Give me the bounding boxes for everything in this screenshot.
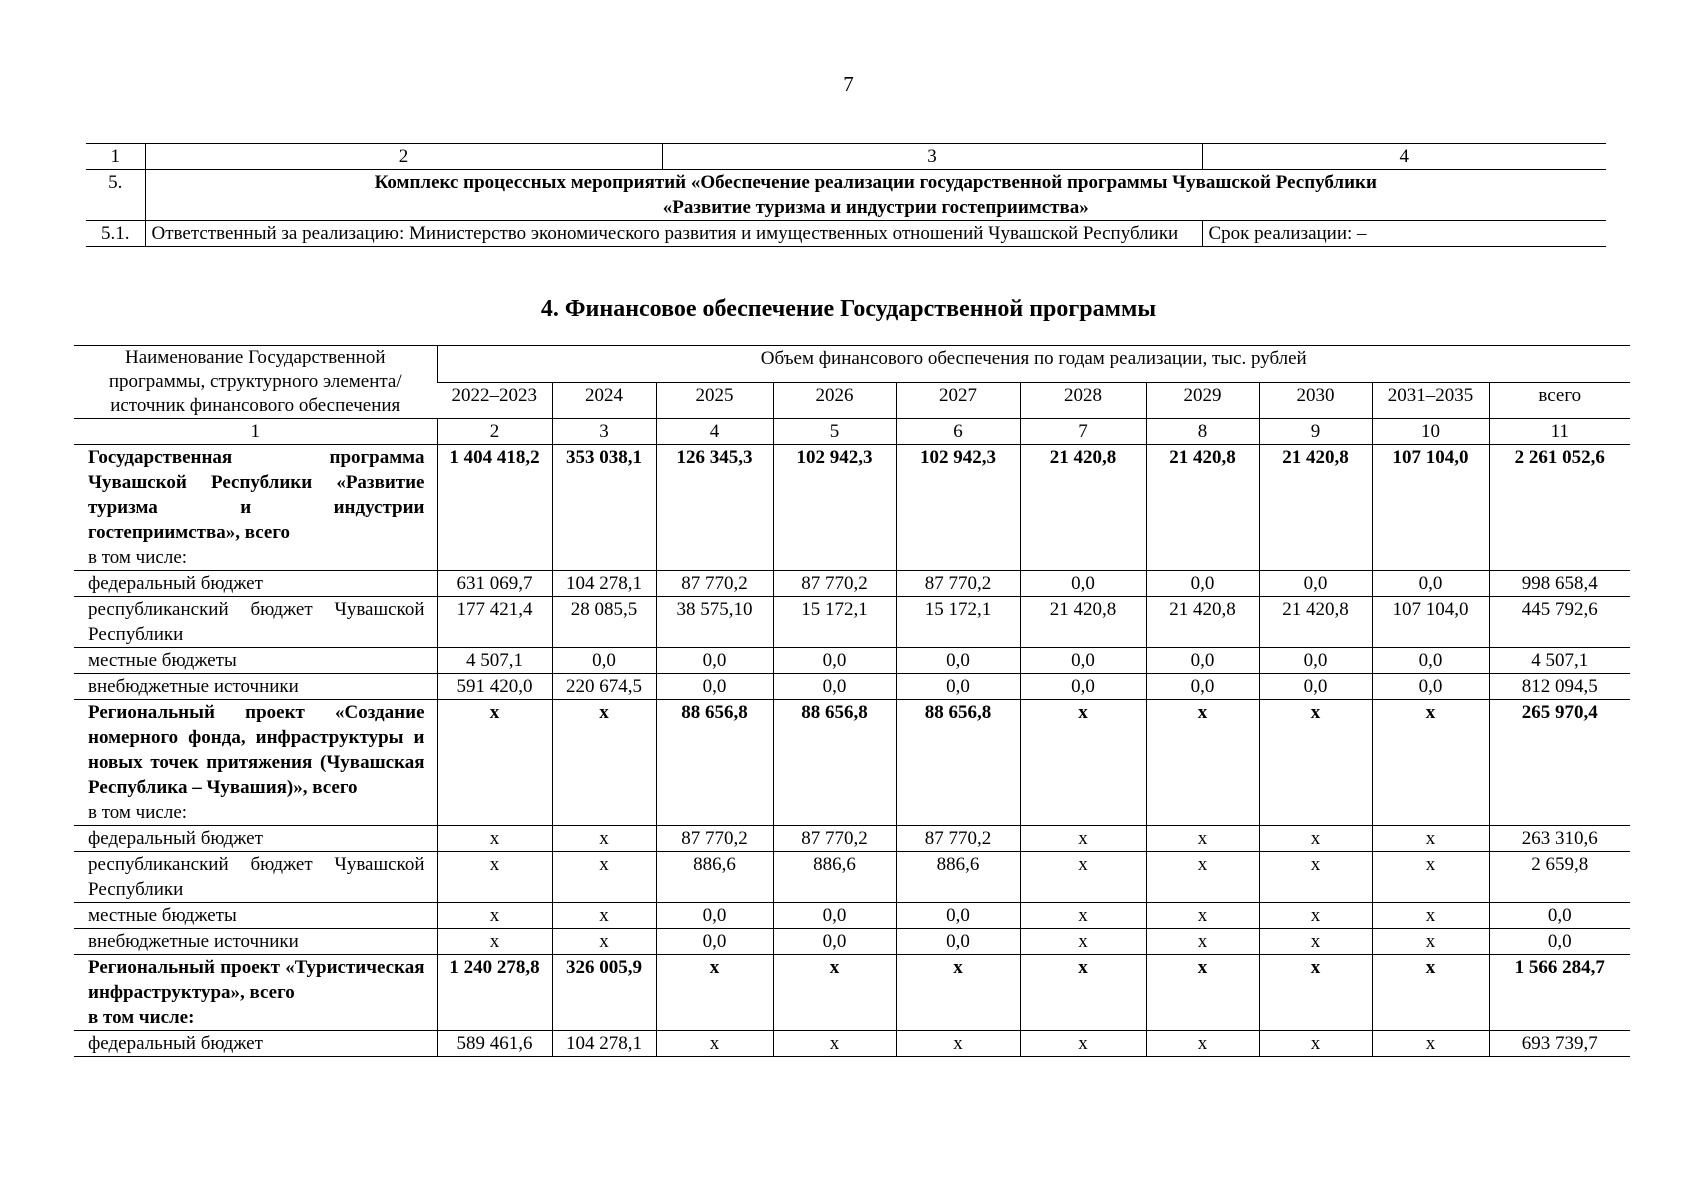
value-cell: 445 792,6 bbox=[1489, 597, 1630, 648]
value-cell: 0,0 bbox=[896, 903, 1020, 929]
row-name-cell bbox=[74, 852, 437, 903]
row-name-cell bbox=[74, 929, 437, 955]
value-cell: 21 420,8 bbox=[1020, 597, 1146, 648]
col-number-4: 4 bbox=[1202, 144, 1606, 170]
complex-title bbox=[145, 170, 1606, 221]
value-cell: 107 104,0 bbox=[1372, 597, 1489, 648]
value-cell: х bbox=[1020, 955, 1146, 1031]
row-name: республиканский бюджет Чувашской Республики bbox=[88, 854, 425, 900]
value-cell: х bbox=[656, 1031, 773, 1057]
value-cell: х bbox=[773, 1031, 896, 1057]
value-cell: 886,6 bbox=[773, 852, 896, 903]
complex-title-line1: Комплекс процессных мероприятий «Обеспечение реализации государственной программы Чувашской Республики bbox=[374, 172, 1377, 193]
value-cell: х bbox=[437, 826, 552, 852]
value-cell: х bbox=[773, 955, 896, 1031]
value-cell: 87 770,2 bbox=[896, 571, 1020, 597]
value-cell: х bbox=[1146, 929, 1259, 955]
value-cell: х bbox=[437, 929, 552, 955]
col-number: 4 bbox=[656, 419, 773, 445]
value-cell: 87 770,2 bbox=[773, 571, 896, 597]
row-name: Региональный проект «Создание номерного фонда, инфраструктуры и новых точек притяжения (Чувашская Республика – Чувашия)», всего bbox=[88, 702, 425, 798]
value-cell: х bbox=[1020, 1031, 1146, 1057]
value-cell: х bbox=[1146, 903, 1259, 929]
col-number-2: 2 bbox=[145, 144, 662, 170]
value-cell: х bbox=[1020, 852, 1146, 903]
value-cell: х bbox=[1146, 1031, 1259, 1057]
year-header: 2030 bbox=[1259, 382, 1372, 419]
year-header: 2031–2035 bbox=[1372, 382, 1489, 419]
year-header: 2022–2023 bbox=[437, 382, 552, 419]
col-number: 10 bbox=[1372, 419, 1489, 445]
finance-row bbox=[74, 955, 1630, 1031]
value-cell: 0,0 bbox=[1146, 674, 1259, 700]
value-cell: 87 770,2 bbox=[656, 826, 773, 852]
value-cell: х bbox=[1020, 826, 1146, 852]
year-header: 2026 bbox=[773, 382, 896, 419]
value-cell: 38 575,10 bbox=[656, 597, 773, 648]
value-cell: 886,6 bbox=[656, 852, 773, 903]
value-cell: х bbox=[1146, 700, 1259, 826]
value-cell: 263 310,6 bbox=[1489, 826, 1630, 852]
value-cell: 87 770,2 bbox=[656, 571, 773, 597]
col-number: 7 bbox=[1020, 419, 1146, 445]
value-cell: 326 005,9 bbox=[552, 955, 656, 1031]
responsible-row bbox=[86, 221, 1606, 247]
value-cell: 0,0 bbox=[1372, 648, 1489, 674]
row-name: местные бюджеты bbox=[88, 650, 237, 671]
value-cell: 21 420,8 bbox=[1259, 597, 1372, 648]
value-cell: х bbox=[437, 903, 552, 929]
value-cell: 998 658,4 bbox=[1489, 571, 1630, 597]
value-cell: 0,0 bbox=[1489, 903, 1630, 929]
complex-row bbox=[86, 170, 1606, 221]
finance-row bbox=[74, 826, 1630, 852]
value-cell: 0,0 bbox=[896, 674, 1020, 700]
col-number-3: 3 bbox=[662, 144, 1202, 170]
value-cell: 0,0 bbox=[896, 929, 1020, 955]
row-name: местные бюджеты bbox=[88, 905, 237, 926]
value-cell: х bbox=[1146, 826, 1259, 852]
value-cell: х bbox=[896, 1031, 1020, 1057]
value-cell: х bbox=[552, 903, 656, 929]
total-header: всего bbox=[1489, 382, 1630, 419]
finance-header-row bbox=[74, 346, 1630, 383]
value-cell: х bbox=[552, 826, 656, 852]
value-cell: 0,0 bbox=[773, 674, 896, 700]
column-number-row bbox=[86, 144, 1606, 170]
value-cell: х bbox=[1259, 1031, 1372, 1057]
value-cell: х bbox=[1372, 903, 1489, 929]
value-cell: 88 656,8 bbox=[773, 700, 896, 826]
value-cell: х bbox=[1020, 929, 1146, 955]
row-name-cell bbox=[74, 826, 437, 852]
col-number: 8 bbox=[1146, 419, 1259, 445]
row-name-cell bbox=[74, 571, 437, 597]
volume-header: Объем финансового обеспечения по годам реализации, тыс. рублей bbox=[437, 346, 1630, 383]
term-text: Срок реализации: – bbox=[1202, 221, 1606, 247]
row-name-cell bbox=[74, 597, 437, 648]
value-cell: 4 507,1 bbox=[437, 648, 552, 674]
value-cell: 1 404 418,2 bbox=[437, 445, 552, 571]
value-cell: х bbox=[1372, 700, 1489, 826]
value-cell: х bbox=[1020, 903, 1146, 929]
year-header: 2027 bbox=[896, 382, 1020, 419]
value-cell: 0,0 bbox=[1372, 571, 1489, 597]
value-cell: 265 970,4 bbox=[1489, 700, 1630, 826]
value-cell: 4 507,1 bbox=[1489, 648, 1630, 674]
value-cell: 21 420,8 bbox=[1259, 445, 1372, 571]
year-header: 2028 bbox=[1020, 382, 1146, 419]
finance-row bbox=[74, 597, 1630, 648]
value-cell: х bbox=[656, 955, 773, 1031]
name-column-header: Наименование Государственной программы, структурного элемента/ источник финансового обеспечения bbox=[74, 346, 437, 419]
value-cell: х bbox=[1020, 700, 1146, 826]
col-number: 11 bbox=[1489, 419, 1630, 445]
value-cell: 0,0 bbox=[1259, 571, 1372, 597]
value-cell: х bbox=[1146, 852, 1259, 903]
row-name-cell bbox=[74, 1031, 437, 1057]
value-cell: 693 739,7 bbox=[1489, 1031, 1630, 1057]
finance-row bbox=[74, 852, 1630, 903]
value-cell: 21 420,8 bbox=[1020, 445, 1146, 571]
section-heading: 4. Финансовое обеспечение Государственной программы bbox=[540, 296, 1157, 322]
value-cell: 0,0 bbox=[1020, 674, 1146, 700]
value-cell: 104 278,1 bbox=[552, 571, 656, 597]
col-number-1: 1 bbox=[86, 144, 145, 170]
col-number: 9 bbox=[1259, 419, 1372, 445]
value-cell: 0,0 bbox=[1146, 571, 1259, 597]
value-cell: 589 461,6 bbox=[437, 1031, 552, 1057]
value-cell: 1 240 278,8 bbox=[437, 955, 552, 1031]
complex-title-line2: «Развитие туризма и индустрии гостеприимства» bbox=[662, 197, 1089, 218]
row-name-cell bbox=[74, 903, 437, 929]
row-name-cell bbox=[74, 648, 437, 674]
col-number: 1 bbox=[74, 419, 437, 445]
value-cell: 87 770,2 bbox=[896, 826, 1020, 852]
value-cell: 15 172,1 bbox=[896, 597, 1020, 648]
value-cell: 220 674,5 bbox=[552, 674, 656, 700]
row-name: внебюджетные источники bbox=[88, 931, 299, 952]
value-cell: 0,0 bbox=[1259, 648, 1372, 674]
col-number: 6 bbox=[896, 419, 1020, 445]
value-cell: х bbox=[1259, 852, 1372, 903]
value-cell: 0,0 bbox=[896, 648, 1020, 674]
value-cell: 102 942,3 bbox=[896, 445, 1020, 571]
row-name: федеральный бюджет bbox=[88, 828, 263, 849]
finance-row bbox=[74, 903, 1630, 929]
value-cell: 126 345,3 bbox=[656, 445, 773, 571]
row-name-cell bbox=[74, 700, 437, 826]
row-number: 5.1. bbox=[86, 221, 145, 247]
value-cell: 2 659,8 bbox=[1489, 852, 1630, 903]
row-name-cell bbox=[74, 674, 437, 700]
row-name: федеральный бюджет bbox=[88, 573, 263, 594]
col-number: 2 bbox=[437, 419, 552, 445]
finance-row bbox=[74, 445, 1630, 571]
value-cell: 87 770,2 bbox=[773, 826, 896, 852]
value-cell: 15 172,1 bbox=[773, 597, 896, 648]
responsible-text: Ответственный за реализацию: Министерство экономического развития и имущественных отношений Чувашской Республики bbox=[145, 221, 1202, 247]
finance-row bbox=[74, 648, 1630, 674]
value-cell: 0,0 bbox=[1020, 571, 1146, 597]
row-name: Региональный проект «Туристическая инфраструктура», всего bbox=[88, 957, 425, 1003]
value-cell: 591 420,0 bbox=[437, 674, 552, 700]
value-cell: 107 104,0 bbox=[1372, 445, 1489, 571]
value-cell: 0,0 bbox=[552, 648, 656, 674]
year-header: 2025 bbox=[656, 382, 773, 419]
value-cell: 1 566 284,7 bbox=[1489, 955, 1630, 1031]
row-name-cell bbox=[74, 445, 437, 571]
value-cell: 0,0 bbox=[1259, 674, 1372, 700]
value-cell: 21 420,8 bbox=[1146, 445, 1259, 571]
value-cell: 0,0 bbox=[773, 648, 896, 674]
row-name: федеральный бюджет bbox=[88, 1033, 263, 1054]
value-cell: х bbox=[1259, 826, 1372, 852]
value-cell: 102 942,3 bbox=[773, 445, 896, 571]
value-cell: х bbox=[1259, 903, 1372, 929]
value-cell: х bbox=[1372, 1031, 1489, 1057]
row-name: республиканский бюджет Чувашской Республики bbox=[88, 599, 425, 645]
value-cell: х bbox=[1372, 955, 1489, 1031]
value-cell: 0,0 bbox=[656, 648, 773, 674]
value-cell: х bbox=[1372, 852, 1489, 903]
value-cell: х bbox=[552, 700, 656, 826]
value-cell: 2 261 052,6 bbox=[1489, 445, 1630, 571]
finance-row bbox=[74, 700, 1630, 826]
row-number: 5. bbox=[86, 170, 145, 221]
row-name-cell bbox=[74, 955, 437, 1031]
value-cell: 21 420,8 bbox=[1146, 597, 1259, 648]
row-name: внебюджетные источники bbox=[88, 676, 299, 697]
value-cell: 353 038,1 bbox=[552, 445, 656, 571]
complex-measures-table bbox=[86, 143, 1606, 247]
value-cell: х bbox=[1259, 929, 1372, 955]
value-cell: х bbox=[1372, 929, 1489, 955]
col-number: 3 bbox=[552, 419, 656, 445]
value-cell: х bbox=[896, 955, 1020, 1031]
value-cell: 0,0 bbox=[1489, 929, 1630, 955]
value-cell: 886,6 bbox=[896, 852, 1020, 903]
year-header: 2024 bbox=[552, 382, 656, 419]
row-subtitle: в том числе: bbox=[88, 1007, 195, 1028]
col-number: 5 bbox=[773, 419, 896, 445]
finance-row bbox=[74, 1031, 1630, 1057]
value-cell: х bbox=[552, 929, 656, 955]
value-cell: 0,0 bbox=[773, 903, 896, 929]
row-name: Государственная программа Чувашской Республики «Развитие туризма и индустрии гостеприимства», всего bbox=[88, 447, 425, 543]
value-cell: 631 069,7 bbox=[437, 571, 552, 597]
value-cell: 0,0 bbox=[656, 929, 773, 955]
value-cell: 0,0 bbox=[773, 929, 896, 955]
finance-row bbox=[74, 571, 1630, 597]
value-cell: 88 656,8 bbox=[896, 700, 1020, 826]
value-cell: х bbox=[1372, 826, 1489, 852]
value-cell: х bbox=[437, 700, 552, 826]
value-cell: х bbox=[1259, 700, 1372, 826]
value-cell: х bbox=[1146, 955, 1259, 1031]
value-cell: 104 278,1 bbox=[552, 1031, 656, 1057]
value-cell: 0,0 bbox=[1020, 648, 1146, 674]
value-cell: х bbox=[1259, 955, 1372, 1031]
column-number-row bbox=[74, 419, 1630, 445]
finance-table bbox=[74, 345, 1630, 1057]
value-cell: 88 656,8 bbox=[656, 700, 773, 826]
finance-row bbox=[74, 674, 1630, 700]
year-header: 2029 bbox=[1146, 382, 1259, 419]
value-cell: 28 085,5 bbox=[552, 597, 656, 648]
value-cell: х bbox=[437, 852, 552, 903]
value-cell: 0,0 bbox=[1146, 648, 1259, 674]
value-cell: 0,0 bbox=[656, 903, 773, 929]
value-cell: х bbox=[552, 852, 656, 903]
value-cell: 812 094,5 bbox=[1489, 674, 1630, 700]
value-cell: 0,0 bbox=[656, 674, 773, 700]
page-number: 7 bbox=[843, 72, 854, 96]
finance-row bbox=[74, 929, 1630, 955]
value-cell: 0,0 bbox=[1372, 674, 1489, 700]
row-subtitle: в том числе: bbox=[88, 547, 188, 568]
value-cell: 177 421,4 bbox=[437, 597, 552, 648]
row-subtitle: в том числе: bbox=[88, 802, 188, 823]
